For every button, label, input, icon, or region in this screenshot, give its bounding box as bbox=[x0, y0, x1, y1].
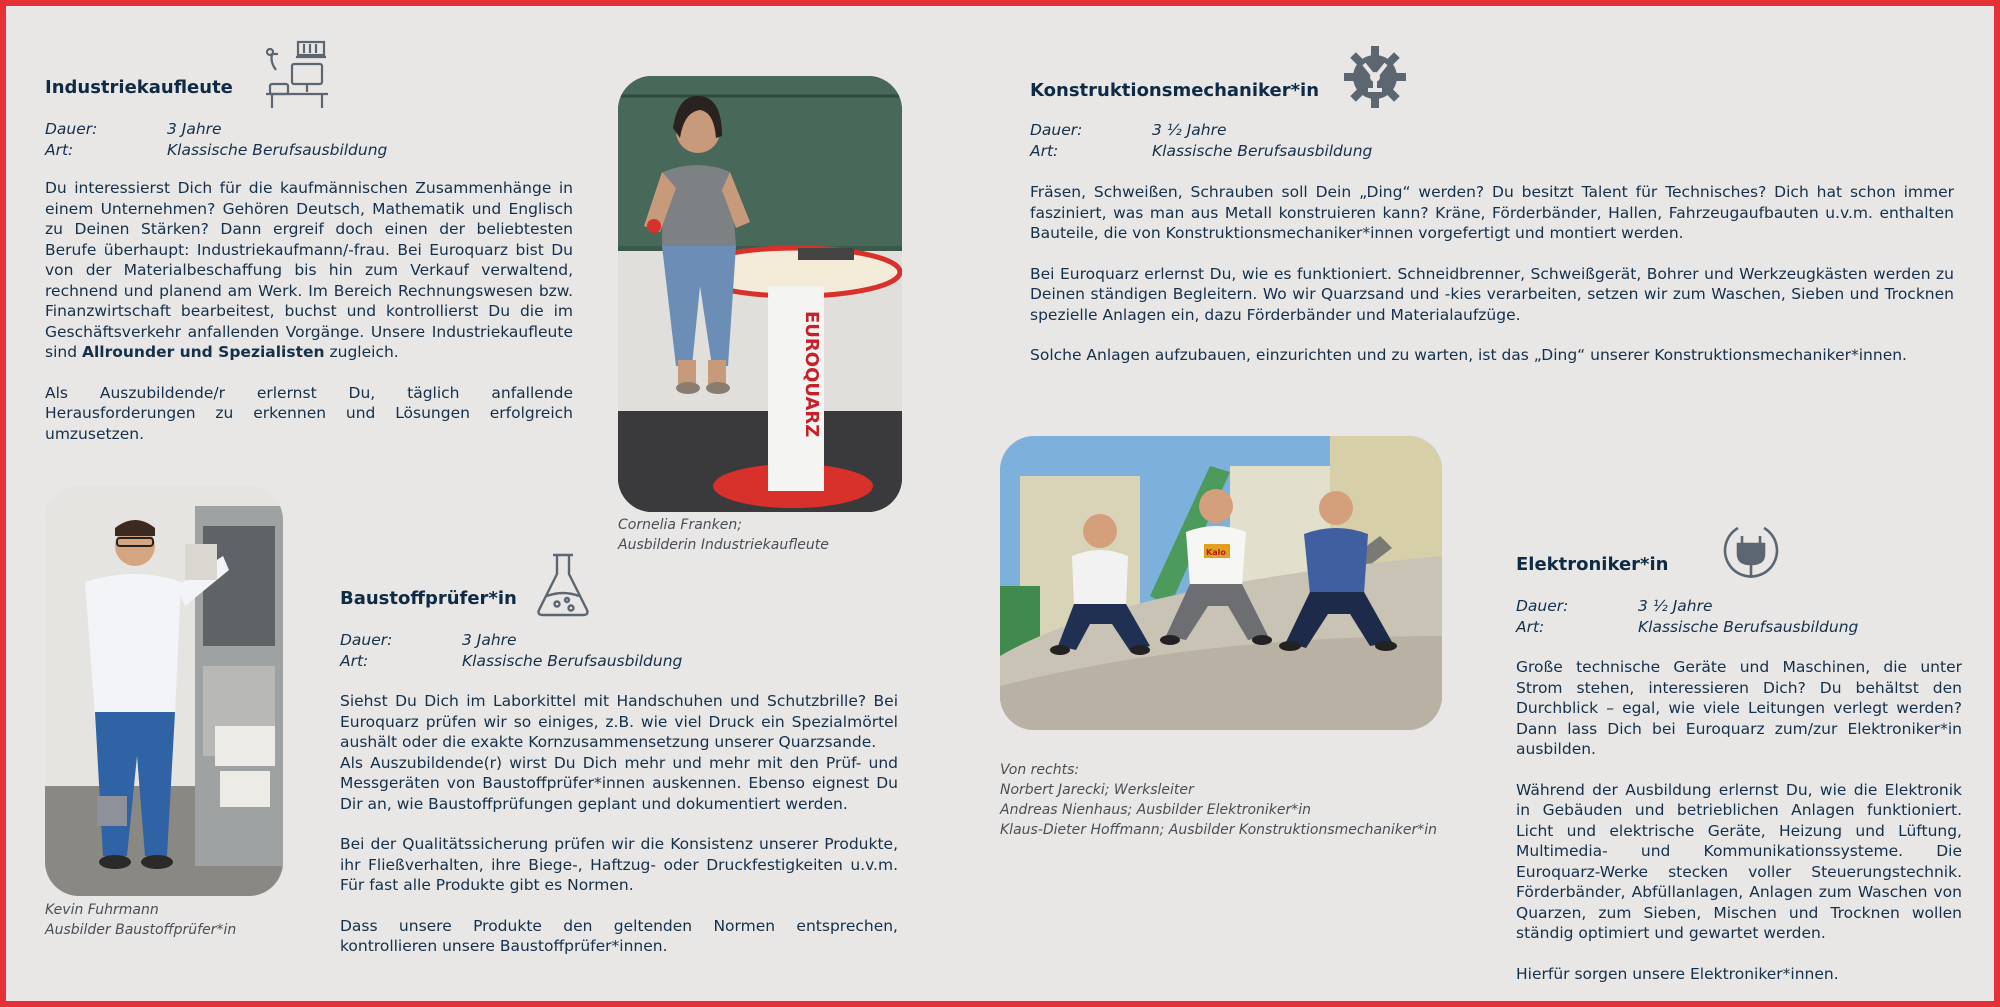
industrie-paragraph-1 bbox=[45, 178, 573, 363]
konstruktion-text bbox=[1030, 182, 1954, 386]
dauer-label: Dauer: bbox=[45, 120, 98, 138]
art-value: Klassische Berufsausbildung bbox=[462, 652, 683, 670]
dauer-label: Dauer: bbox=[1516, 597, 1569, 615]
elektro-paragraph-2: Während der Ausbildung erlernst Du, wie die Elektronik in Gebäuden und betrieblichen Anlagen funktioniert. Licht und elektrische Geräte, Heizung und Lüftung, Multimedia- und Kommunikationssysteme. Die Euroquarz-Werke stecken voller Steuerungstechnik. Förderbänder, Abfüllanlagen, Anlagen zum Waschen von Quarzen, zum Sieben, Mischen und Trocknen wollen ständig optimiert und gewartet werden. bbox=[1516, 780, 1962, 942]
konstruktion-paragraph-2: Bei Euroquarz erlernst Du, wie es funktioniert. Schneidbrenner, Schweißgerät, Bohrer und Werkzeugkästen werden zu Deinen ständigen Begleitern. Wo wir Quarzsand und -kies verarbeiten, setzen wir zum Waschen, Sieben und Trocknen spezielle Anlagen ein, dazu Förderbänder und Materialaufzüge. bbox=[1030, 264, 1954, 324]
konstruktion-paragraph-1: Fräsen, Schweißen, Schrauben soll Dein „Ding“ werden? Du besitzt Talent für Technisches? Dich hat schon immer fasziniert, was man aus Metall konstruieren kann? Kräne, Förderbänder, Hallen, Fahrzeugaufbauten u.v.m. enthalten Bauteile, die von Konstruktionsmechaniker*innen vorgefertigt und montiert werden. bbox=[1030, 183, 1954, 242]
title-industriekaufleute: Industriekaufleute bbox=[45, 77, 233, 98]
art-value: Klassische Berufsausbildung bbox=[1638, 618, 1859, 636]
industrie-text bbox=[45, 178, 573, 464]
gear-wrench-icon bbox=[1342, 44, 1408, 110]
elektro-meta bbox=[1516, 596, 1936, 638]
caption-line: Kevin Fuhrmann bbox=[45, 902, 159, 918]
industrie-p1-text: Du interessierst Dich für die kaufmännischen Zusammenhänge in einem Unternehmen? Gehören Deutsch, Mathematik und Englisch zu Deinen Stärken? Dann ergreif doch einen der beliebtesten Berufe überhaupt: Industriekaufmann/-frau. Bei Euroquarz bist Du von der Materialbeschaffung bis hin zum Verkauf verwaltend, rechnend und planend am Werk. Im Bereich Rechnungswesen bzw. Finanzwirtschaft bearbeitest, buchst und kontrollierst Du die im Geschäftsverkehr anfallenden Vorgänge. Unsere Industriekaufleute sind bbox=[45, 179, 573, 361]
baustoff-paragraph-2: Bei der Qualitätssicherung prüfen wir die Konsistenz unserer Produkte, ihr Fließverhalten, ihre Biege-, Haftzug- oder Druckfestigkeiten u.v.m. Für fast alle Produkte gibt es Normen. bbox=[340, 835, 898, 894]
power-plug-icon bbox=[1718, 518, 1784, 584]
industrie-paragraph-2: Als Auszubildende/r erlernst Du, täglich anfallende Herausforderungen zu erkennen und Lösungen erfolgreich umzusetzen. bbox=[45, 383, 573, 443]
baustoff-paragraph-3: Dass unsere Produkte den geltenden Normen entsprechen, kontrollieren unsere Baustoffprüfer*innen. bbox=[340, 916, 898, 955]
caption-group bbox=[1000, 760, 1437, 840]
photo-kevin-fuhrmann bbox=[45, 486, 283, 896]
photo-cornelia-franken bbox=[618, 76, 902, 512]
art-label: Art: bbox=[1516, 618, 1545, 636]
industrie-meta bbox=[45, 119, 465, 161]
caption-line: Klaus-Dieter Hoffmann; Ausbilder Konstruktionsmechaniker*in bbox=[1000, 822, 1438, 838]
elektro-paragraph-3: Hierfür sorgen unsere Elektroniker*innen. bbox=[1516, 964, 1839, 983]
art-value: Klassische Berufsausbildung bbox=[167, 141, 388, 159]
dauer-label: Dauer: bbox=[1030, 121, 1083, 139]
pillar-logo-text: EUROQUARZ bbox=[801, 311, 822, 438]
konstruktion-meta bbox=[1030, 120, 1450, 162]
art-value: Klassische Berufsausbildung bbox=[1152, 142, 1373, 160]
photo-group-ausbilder bbox=[1000, 436, 1442, 730]
caption-line: Andreas Nienhaus; Ausbilder Elektroniker*in bbox=[1000, 802, 1312, 818]
dauer-value: 3 Jahre bbox=[167, 120, 222, 138]
art-label: Art: bbox=[1030, 142, 1059, 160]
dauer-label: Dauer: bbox=[340, 631, 393, 649]
title-baustoffpruefer: Baustoffprüfer*in bbox=[340, 588, 517, 609]
elektro-paragraph-1: Große technische Geräte und Maschinen, die unter Strom stehen, interessieren Dich? Du behältst den Durchblick – egal, wie viele Leitungen verlegt werden? Dann lass Dich bei Euroquarz zum/zur Elektroniker*in ausbilden. bbox=[1516, 658, 1962, 758]
baustoff-paragraph-1b: Als Auszubildende(r) wirst Du Dich mehr und mehr mit den Prüf- und Messgeräten von Baustoffprüfer*innen auskennen. Ebenso eignest Du Dir an, wie Baustoffprüfungen geplant und dokumentiert werden. bbox=[340, 753, 898, 813]
art-label: Art: bbox=[340, 652, 369, 670]
shirt-print-text: Kalo bbox=[1206, 548, 1226, 557]
dauer-value: 3 ½ Jahre bbox=[1152, 121, 1227, 139]
elektro-text bbox=[1516, 657, 1962, 1004]
caption-line: Ausbilderin Industriekaufleute bbox=[618, 537, 829, 553]
industrie-p1-bold: Allrounder und Spezialisten bbox=[81, 343, 325, 361]
office-desk-icon bbox=[262, 40, 332, 110]
dauer-value: 3 Jahre bbox=[462, 631, 517, 649]
baustoff-meta bbox=[340, 630, 760, 672]
baustoff-paragraph-1: Siehst Du Dich im Laborkittel mit Handschuhen und Schutzbrille? Bei Euroquarz prüfen wir so einiges, z.B. wie viel Druck ein Spezialmörtel aushält oder die exakte Kornzusammensetzung unserer Quarzsande. bbox=[340, 692, 898, 751]
title-konstruktionsmechaniker: Konstruktionsmechaniker*in bbox=[1030, 80, 1320, 101]
flask-icon bbox=[535, 552, 591, 618]
industrie-p1-end: zugleich. bbox=[329, 343, 399, 361]
caption-cornelia bbox=[618, 515, 829, 555]
caption-line: Norbert Jarecki; Werksleiter bbox=[1000, 782, 1194, 798]
art-label: Art: bbox=[45, 141, 74, 159]
caption-line: Von rechts: bbox=[1000, 762, 1080, 778]
caption-kevin bbox=[45, 900, 236, 940]
caption-line: Ausbilder Baustoffprüfer*in bbox=[45, 922, 237, 938]
title-elektroniker: Elektroniker*in bbox=[1516, 554, 1669, 575]
konstruktion-paragraph-3: Solche Anlagen aufzubauen, einzurichten und zu warten, ist das „Ding“ unserer Konstruktionsmechaniker*innen. bbox=[1030, 346, 1907, 364]
baustoff-text bbox=[340, 691, 898, 977]
caption-line: Cornelia Franken; bbox=[618, 517, 742, 533]
dauer-value: 3 ½ Jahre bbox=[1638, 597, 1713, 615]
